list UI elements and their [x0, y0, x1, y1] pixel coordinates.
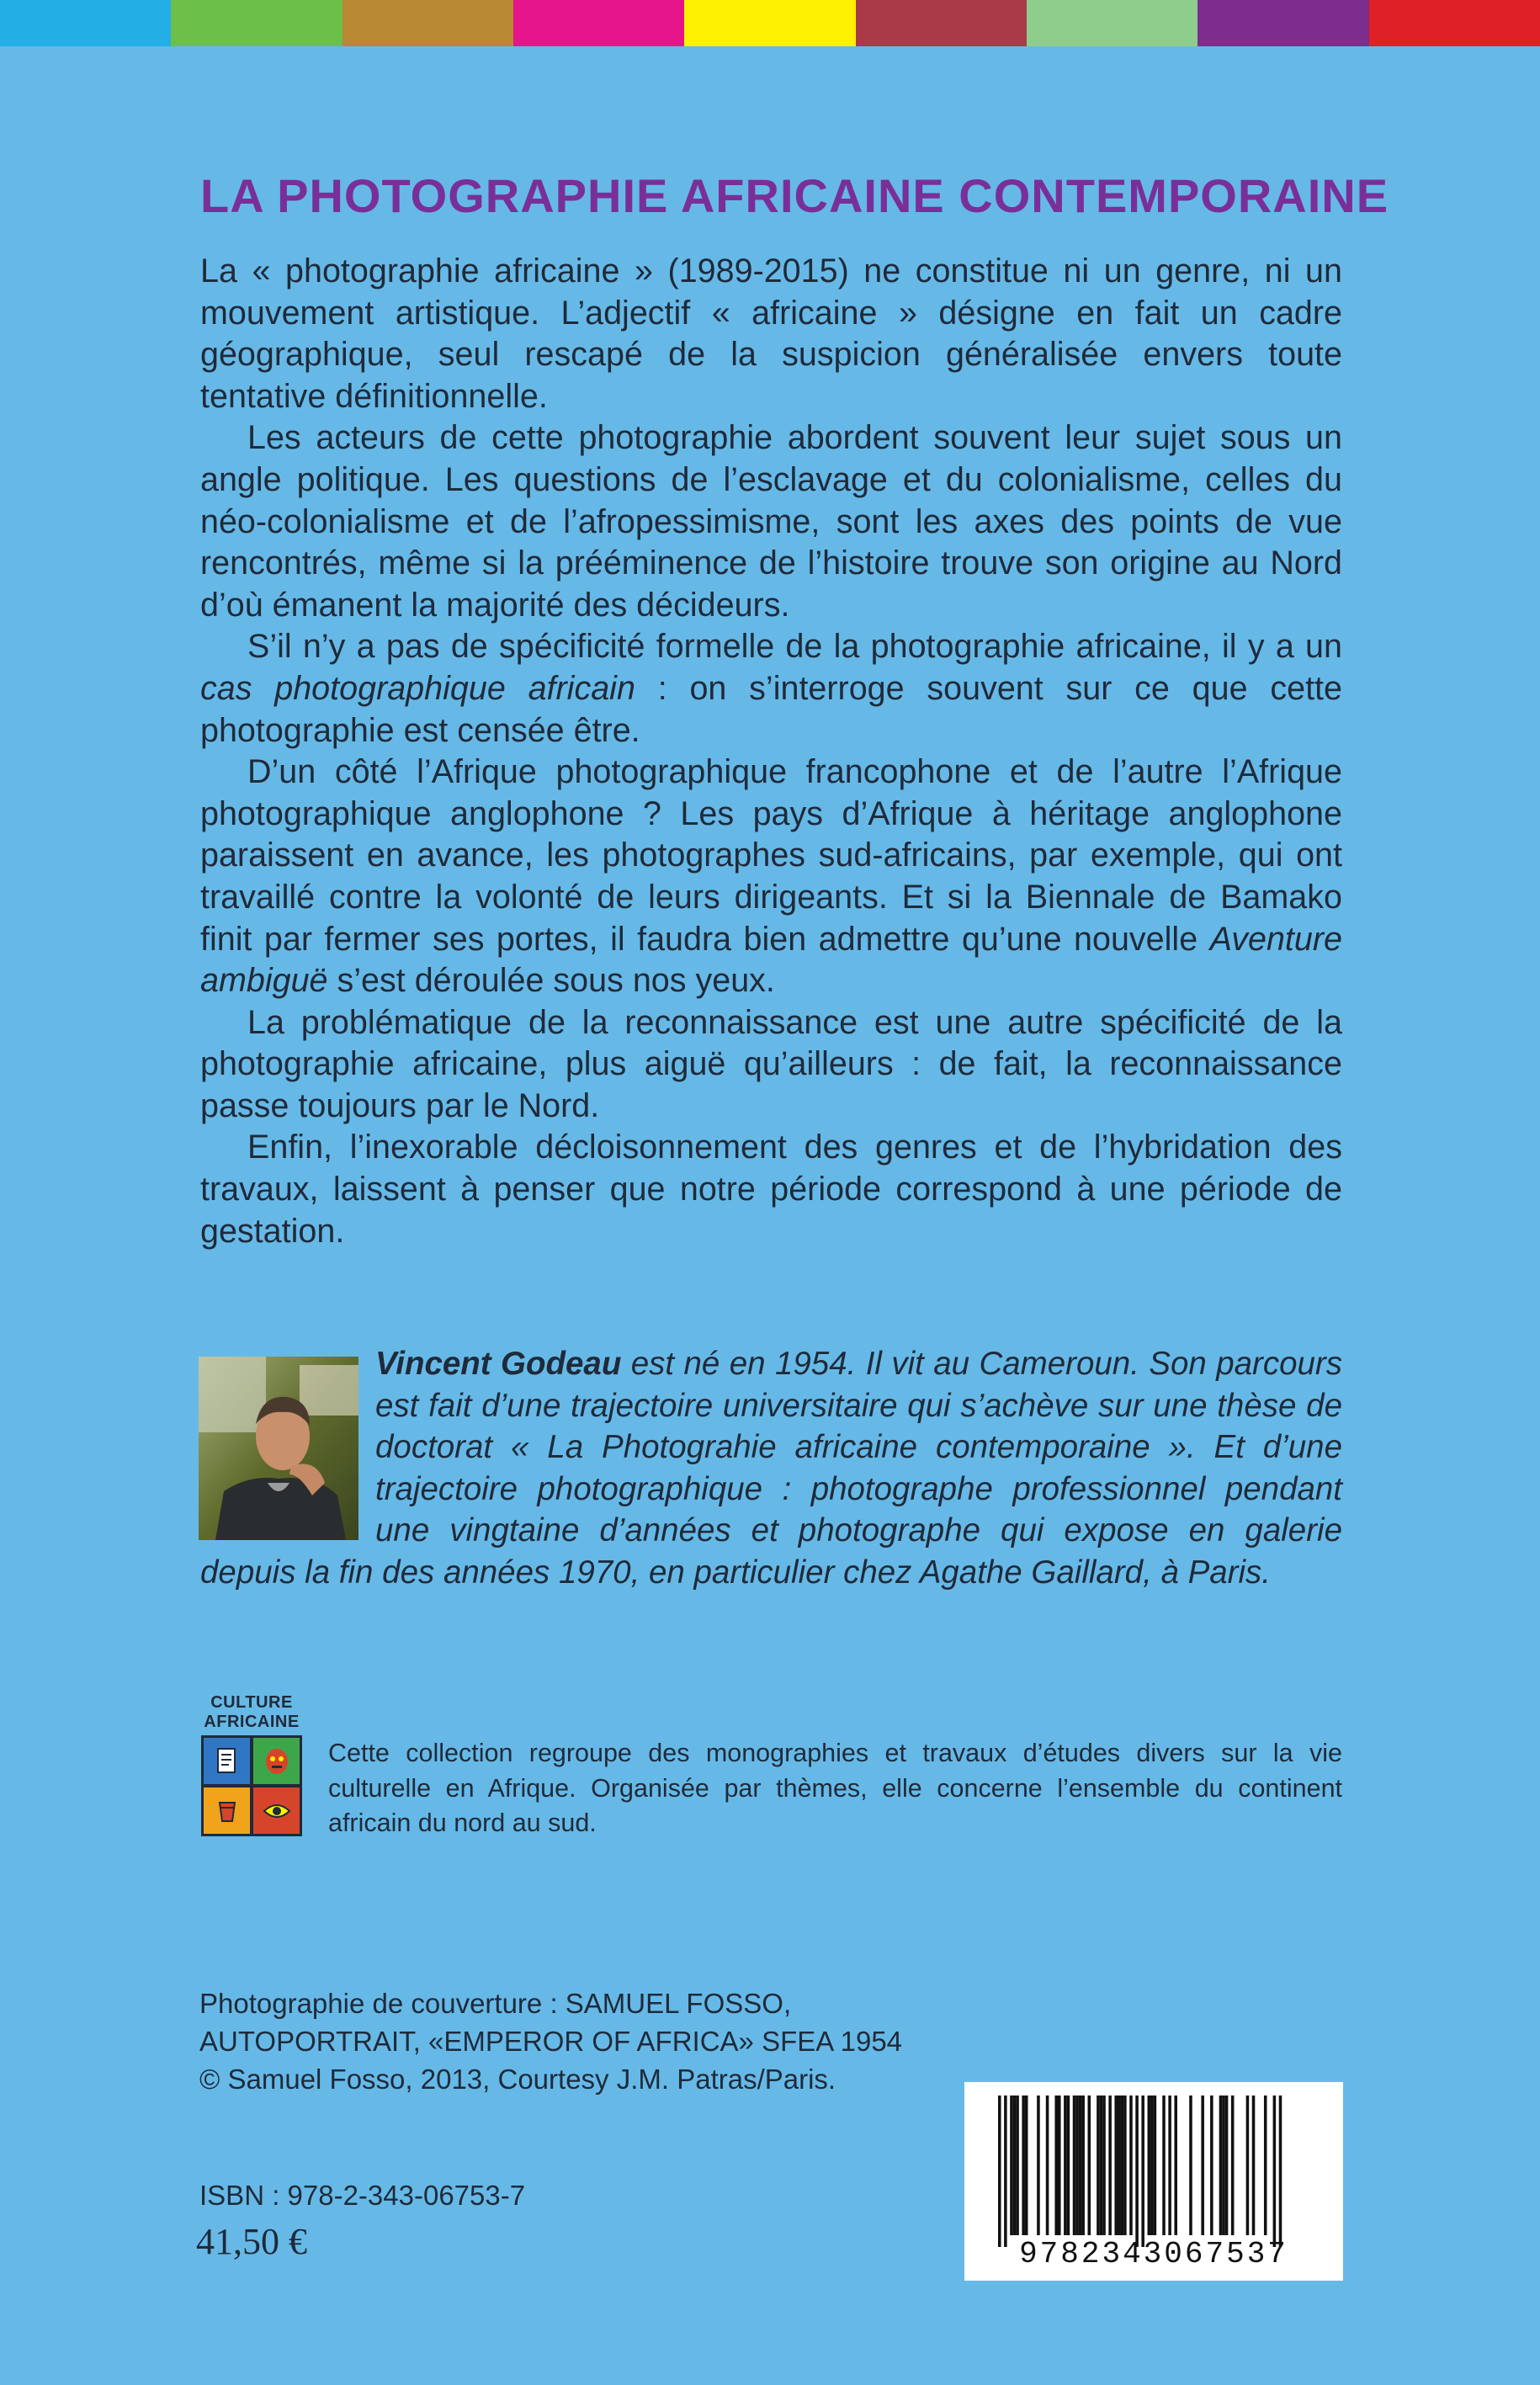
barcode-bar: [1123, 2096, 1127, 2235]
barcode-bar: [1016, 2096, 1019, 2235]
paragraph-3-italic: cas photographique africain: [200, 669, 635, 707]
barcode-bar: [1150, 2096, 1154, 2235]
eye-icon: [253, 1787, 300, 1834]
barcode-bar: [1264, 2096, 1267, 2235]
logo-grid: [201, 1735, 302, 1836]
paragraph-5: La problématique de la reconnaissance est une autre spécificité de la photographie africaine, plus aiguë qu’ailleurs : de fait, la reconnaissance passe toujours par le Nord.: [200, 1003, 1342, 1124]
credits-line-2: AUTOPORTRAIT, «EMPEROR OF AFRICA» SFEA 1954: [199, 2026, 903, 2057]
barcode-bar: [1219, 2096, 1223, 2235]
barcode-bar: [1010, 2096, 1013, 2235]
barcode-bar: [1114, 2096, 1118, 2235]
barcode-bar: [1102, 2096, 1106, 2235]
barcode-bar: [1022, 2096, 1025, 2235]
barcode-bar: [1168, 2096, 1171, 2235]
barcode-bar: [1100, 2096, 1103, 2235]
barcode-bar: [1004, 2096, 1007, 2247]
author-bio-text: est né en 1954. Il vit au Cameroun. Son parcours est fait d’une trajectoire universitaire qui s’achève sur une thèse de doctorat « La Photograhie africaine contemporaine ». Et d’une trajectoire photographique : photographe professionnel pendant une vingtaine d’années et photographe qui expose en galerie depuis la fin des années 1970, en particulier chez Agathe Gaillard, à Paris.: [200, 1346, 1342, 1591]
color-stripe-5: [684, 0, 855, 46]
barcode-bar: [1246, 2096, 1250, 2235]
isbn: ISBN : 978-2-343-06753-7: [199, 2180, 526, 2211]
author-bio: [200, 1343, 1342, 1593]
barcode-bar: [1141, 2096, 1144, 2247]
barcode-bar: [1108, 2096, 1112, 2235]
color-stripe-8: [1197, 0, 1368, 46]
author-name: Vincent Godeau: [375, 1346, 622, 1382]
paragraph-3-start: S’il n’y a pas de spécificité formelle de la photographie africaine, il y a un: [247, 628, 1342, 666]
barcode-bar: [1210, 2096, 1213, 2235]
barcode: [964, 2082, 1343, 2281]
paragraph-3: [200, 626, 1342, 752]
barcode-bar: [1081, 2096, 1085, 2235]
barcode-bar: [1013, 2096, 1017, 2235]
barcode-bar: [1037, 2096, 1040, 2235]
barcode-bar: [1054, 2096, 1058, 2235]
barcode-bar: [1073, 2096, 1076, 2235]
color-stripe-3: [343, 0, 513, 46]
credits-line-1: Photographie de couverture : SAMUEL FOSSO,: [199, 1988, 792, 2019]
logo-word-africaine: AFRICAINE: [204, 1713, 300, 1731]
color-stripe-2: [171, 0, 342, 46]
paragraph-4-italic: Aventure ambiguë: [200, 920, 1342, 1000]
barcode-bar: [1118, 2096, 1121, 2235]
barcode-bar: [1222, 2096, 1225, 2235]
color-stripe-4: [513, 0, 684, 46]
mask-icon: [253, 1738, 300, 1784]
drum-icon: [204, 1787, 250, 1834]
paragraph-4: [200, 752, 1342, 1002]
logo-word-culture: CULTURE: [210, 1693, 293, 1712]
barcode-bar: [1252, 2096, 1256, 2235]
paragraph-4-start: D’un côté l’Afrique photographique francophone et de l’autre l’Afrique photographique anglophone ? Les pays d’Afrique à héritage anglophone paraissent en avance, les photographes sud-africains, par exemple, qui ont travaillé contre la volonté de leurs dirigeants. Et si la Biennale de Bamako finit par fermer ses portes, il faudra bien admettre qu’une nouvelle: [200, 753, 1342, 958]
paragraph-6: Enfin, l’inexorable décloisonnement des genres et de l’hybridation des travaux, laissent à penser que notre période correspond à une période de gestation.: [200, 1129, 1342, 1250]
paragraph-3-end: : on s’interroge souvent sur ce que cette photographie est censée être.: [200, 669, 1342, 749]
barcode-bar: [998, 2096, 1001, 2247]
barcode-number: 9782343067537: [1019, 2237, 1288, 2271]
barcode-bar: [1079, 2096, 1082, 2235]
barcode-bar: [1067, 2096, 1070, 2235]
paragraph-4-end: s’est déroulée sous nos yeux.: [327, 962, 775, 1000]
barcode-bar: [1025, 2096, 1028, 2235]
credits-line-3: © Samuel Fosso, 2013, Courtesy J.M. Patras/Paris.: [199, 2064, 836, 2095]
color-stripe-7: [1027, 0, 1197, 46]
barcode-bar: [1148, 2096, 1151, 2235]
barcode-bar: [1135, 2096, 1139, 2247]
document-icon: [204, 1738, 250, 1784]
barcode-bar: [1225, 2096, 1229, 2235]
color-stripe-1: [0, 0, 171, 46]
paragraph-1: La « photographie africaine » (1989-2015) ne constitue ni un genre, ni un mouvement artistique. L’adjectif « africaine » désigne en fait un cadre géographique, seul rescapé de la suspicion généralisée envers toute tentative définitionnelle.: [200, 252, 1342, 415]
barcode-bar: [1088, 2096, 1091, 2235]
paragraph-2: Les acteurs de cette photographie abordent souvent leur sujet sous un angle politique. Les questions de l’esclavage et du colonialisme, celles du néo-colonialisme et de l’afropessimisme, sont les axes des points de vue rencontrés, même si la prééminence de l’histoire trouve son origine au Nord d’où émanent la majorité des décideurs.: [200, 419, 1342, 624]
color-stripe-6: [856, 0, 1027, 46]
barcode-bar: [1154, 2096, 1157, 2235]
barcode-bar: [1273, 2096, 1277, 2247]
barcode-bar: [1279, 2096, 1282, 2247]
back-cover-text: [200, 251, 1342, 1252]
barcode-bar: [1046, 2096, 1049, 2235]
collection-logo: [199, 1693, 305, 1836]
barcode-bar: [1162, 2096, 1166, 2235]
collection-description: Cette collection regroupe des monographies et travaux d’études divers sur la vie culturelle en Afrique. Organisée par thèmes, elle concerne l’ensemble du continent africain du nord au sud.: [328, 1739, 1342, 1837]
barcode-bar: [1058, 2096, 1061, 2235]
barcode-bar: [1097, 2096, 1100, 2235]
barcode-bar: [1201, 2096, 1204, 2235]
barcode-bar: [1064, 2096, 1067, 2235]
color-stripe-9: [1369, 0, 1540, 46]
barcode-bar: [1231, 2096, 1235, 2235]
barcode-bar: [1189, 2096, 1192, 2235]
cover-photo-credits: [199, 1984, 957, 2098]
barcode-bar: [1121, 2096, 1124, 2235]
price: 41,50 €: [196, 2221, 307, 2262]
barcode-bar: [1075, 2096, 1079, 2235]
barcode-bar: [1174, 2096, 1177, 2235]
author-photo: [199, 1357, 358, 1540]
barcode-bar: [1129, 2096, 1133, 2235]
color-stripe-bar: [0, 0, 1540, 46]
book-title: LA PHOTOGRAPHIE AFRICAINE CONTEMPORAINE: [200, 169, 1389, 222]
